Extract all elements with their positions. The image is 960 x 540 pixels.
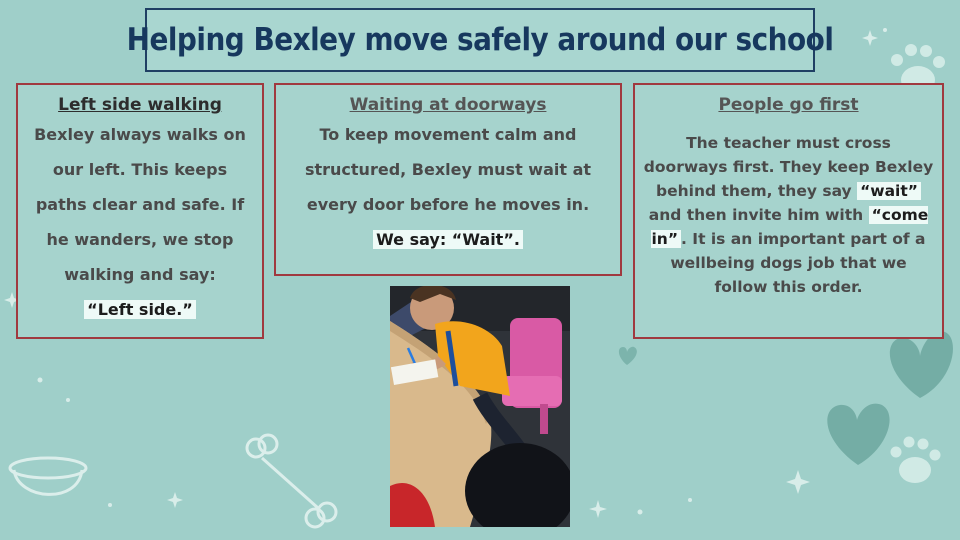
title-banner: [126, 8, 834, 72]
student-writing-photo: [390, 286, 570, 527]
photo-illustration: [390, 286, 570, 527]
heart-icon: [619, 347, 637, 365]
highlight-phrase: “Left side.”: [84, 300, 196, 319]
card-text: Bexley always walks on our left. This keeps paths clear and safe. If he wanders, we stop walking and say:: [34, 125, 246, 284]
card-text: . It is an important part of a wellbeing dogs job that we follow this order.: [670, 230, 926, 296]
heart-icon: [890, 331, 953, 398]
card-heading: People go first: [718, 95, 859, 115]
page-title: Helping Bexley move safely around our school: [126, 22, 834, 58]
card-body: [284, 117, 612, 257]
card-body: [643, 131, 934, 299]
card-body: [26, 117, 254, 327]
card-text: To keep movement calm and structured, Bexley must wait at every door before he moves in.: [304, 125, 592, 214]
dog-bowl-icon: [10, 458, 86, 494]
bone-icon: [247, 435, 336, 527]
people-go-first-card: [633, 83, 944, 339]
paw-print-icon: [891, 437, 941, 484]
card-text: and then invite him with: [648, 206, 864, 224]
heart-icon: [827, 404, 889, 465]
waiting-at-doorways-card: [274, 83, 622, 276]
highlight-phrase: We say: “Wait”.: [373, 230, 523, 249]
card-heading: Left side walking: [58, 95, 222, 115]
card-text: The teacher must cross doorways first. They keep Bexley behind them, they say: [643, 134, 934, 200]
highlight-phrase: “wait”: [857, 182, 921, 200]
card-heading: Waiting at doorways: [349, 95, 547, 115]
left-side-walking-card: [16, 83, 264, 339]
highlight-phrase: “come in”: [651, 206, 929, 248]
